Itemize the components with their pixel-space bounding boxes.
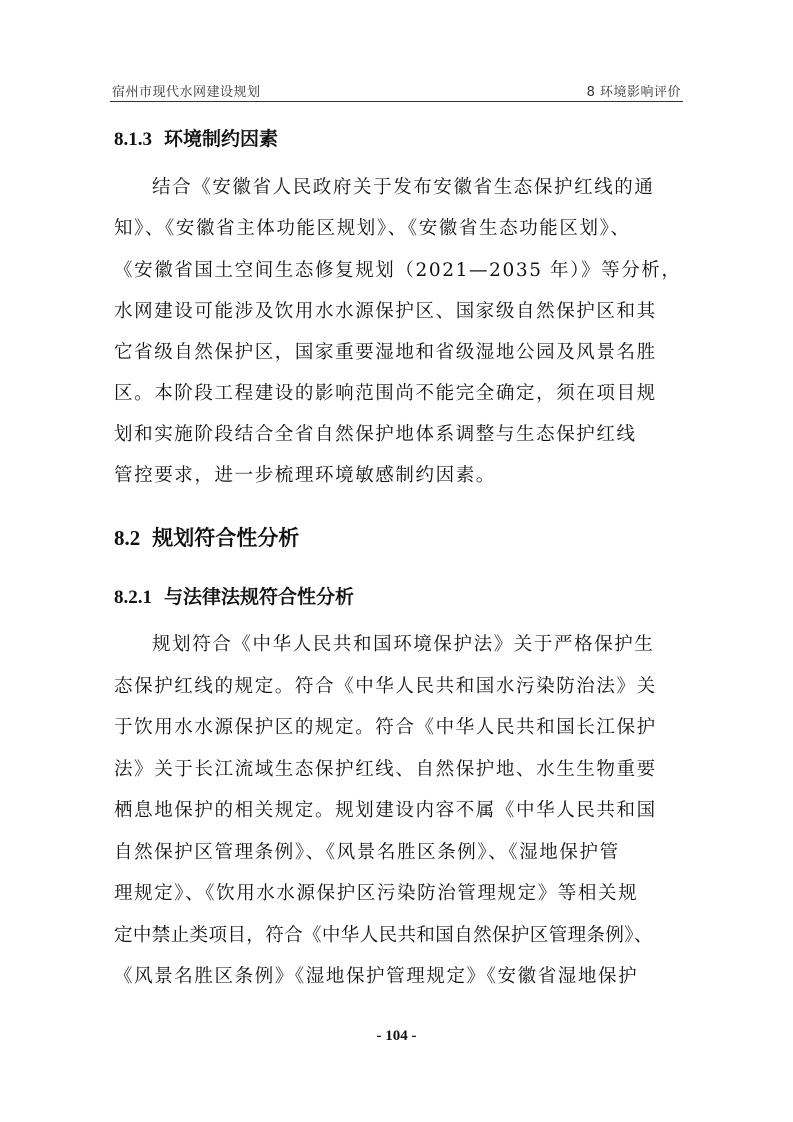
section-number: 8.2.1	[114, 587, 152, 608]
paragraph-line: 栖息地保护的相关规定。规划建设内容不属《中华人民共和国	[114, 800, 657, 821]
header-document-title: 宿州市现代水网建设规划	[112, 85, 261, 100]
section-heading-8-2	[114, 522, 299, 552]
paragraph-line: 法》关于长江流域生态保护红线、自然保护地、水生生物重要	[114, 759, 657, 780]
paragraph-line: 水网建设可能涉及饮用水水源保护区、国家级自然保护区和其	[114, 301, 657, 322]
header-chapter-title: 8 环境影响评价	[586, 85, 681, 100]
paragraph-line: 划和实施阶段结合全省自然保护地体系调整与生态保护红线	[114, 424, 637, 445]
paragraph-line: 《风景名胜区条例》《湿地保护管理规定》《安徽省湿地保护	[114, 966, 639, 987]
paragraph-line: 规划符合《中华人民共和国环境保护法》关于严格保护生	[152, 634, 655, 655]
section-number: 8.2	[114, 526, 141, 550]
paragraph-line: 结合《安徽省人民政府关于发布安徽省生态保护红线的通	[152, 177, 655, 198]
section-heading-8-1-3	[114, 124, 278, 151]
paragraph-line: 它省级自然保护区，国家重要湿地和省级湿地公园及风景名胜	[114, 342, 657, 363]
page-number: - 104 -	[376, 1028, 417, 1044]
section-heading-8-2-1	[114, 582, 354, 609]
section-title: 环境制约因素	[164, 128, 279, 150]
paragraph-line: 管控要求，进一步梳理环境敏感制约因素。	[114, 465, 496, 486]
paragraph-line: 自然保护区管理条例》、《风景名胜区条例》、《湿地保护管	[114, 842, 620, 863]
paragraph-line: 《安徽省国土空间生态修复规划（2021—2035 年）》等分析，	[114, 260, 682, 281]
paragraph-line: 知》、《安徽省主体功能区规划》、《安徽省生态功能区划》、	[114, 218, 631, 239]
paragraph-line: 于饮用水水源保护区的规定。符合《中华人民共和国长江保护	[114, 717, 657, 738]
running-header	[112, 81, 681, 100]
paragraph-line: 区。本阶段工程建设的影响范围尚不能完全确定，须在项目规	[114, 383, 657, 404]
paragraph-line: 态保护红线的规定。符合《中华人民共和国水污染防治法》关	[114, 676, 657, 697]
section-title: 与法律法规符合性分析	[164, 586, 355, 608]
section-number: 8.1.3	[114, 129, 152, 150]
paragraph-line: 理规定》、《饮用水水源保护区污染防治管理规定》等相关规	[114, 883, 639, 904]
paragraph-line: 定中禁止类项目，符合《中华人民共和国自然保护区管理条例》、	[114, 925, 653, 946]
section-title: 规划符合性分析	[152, 526, 300, 550]
header-rule	[110, 101, 683, 102]
